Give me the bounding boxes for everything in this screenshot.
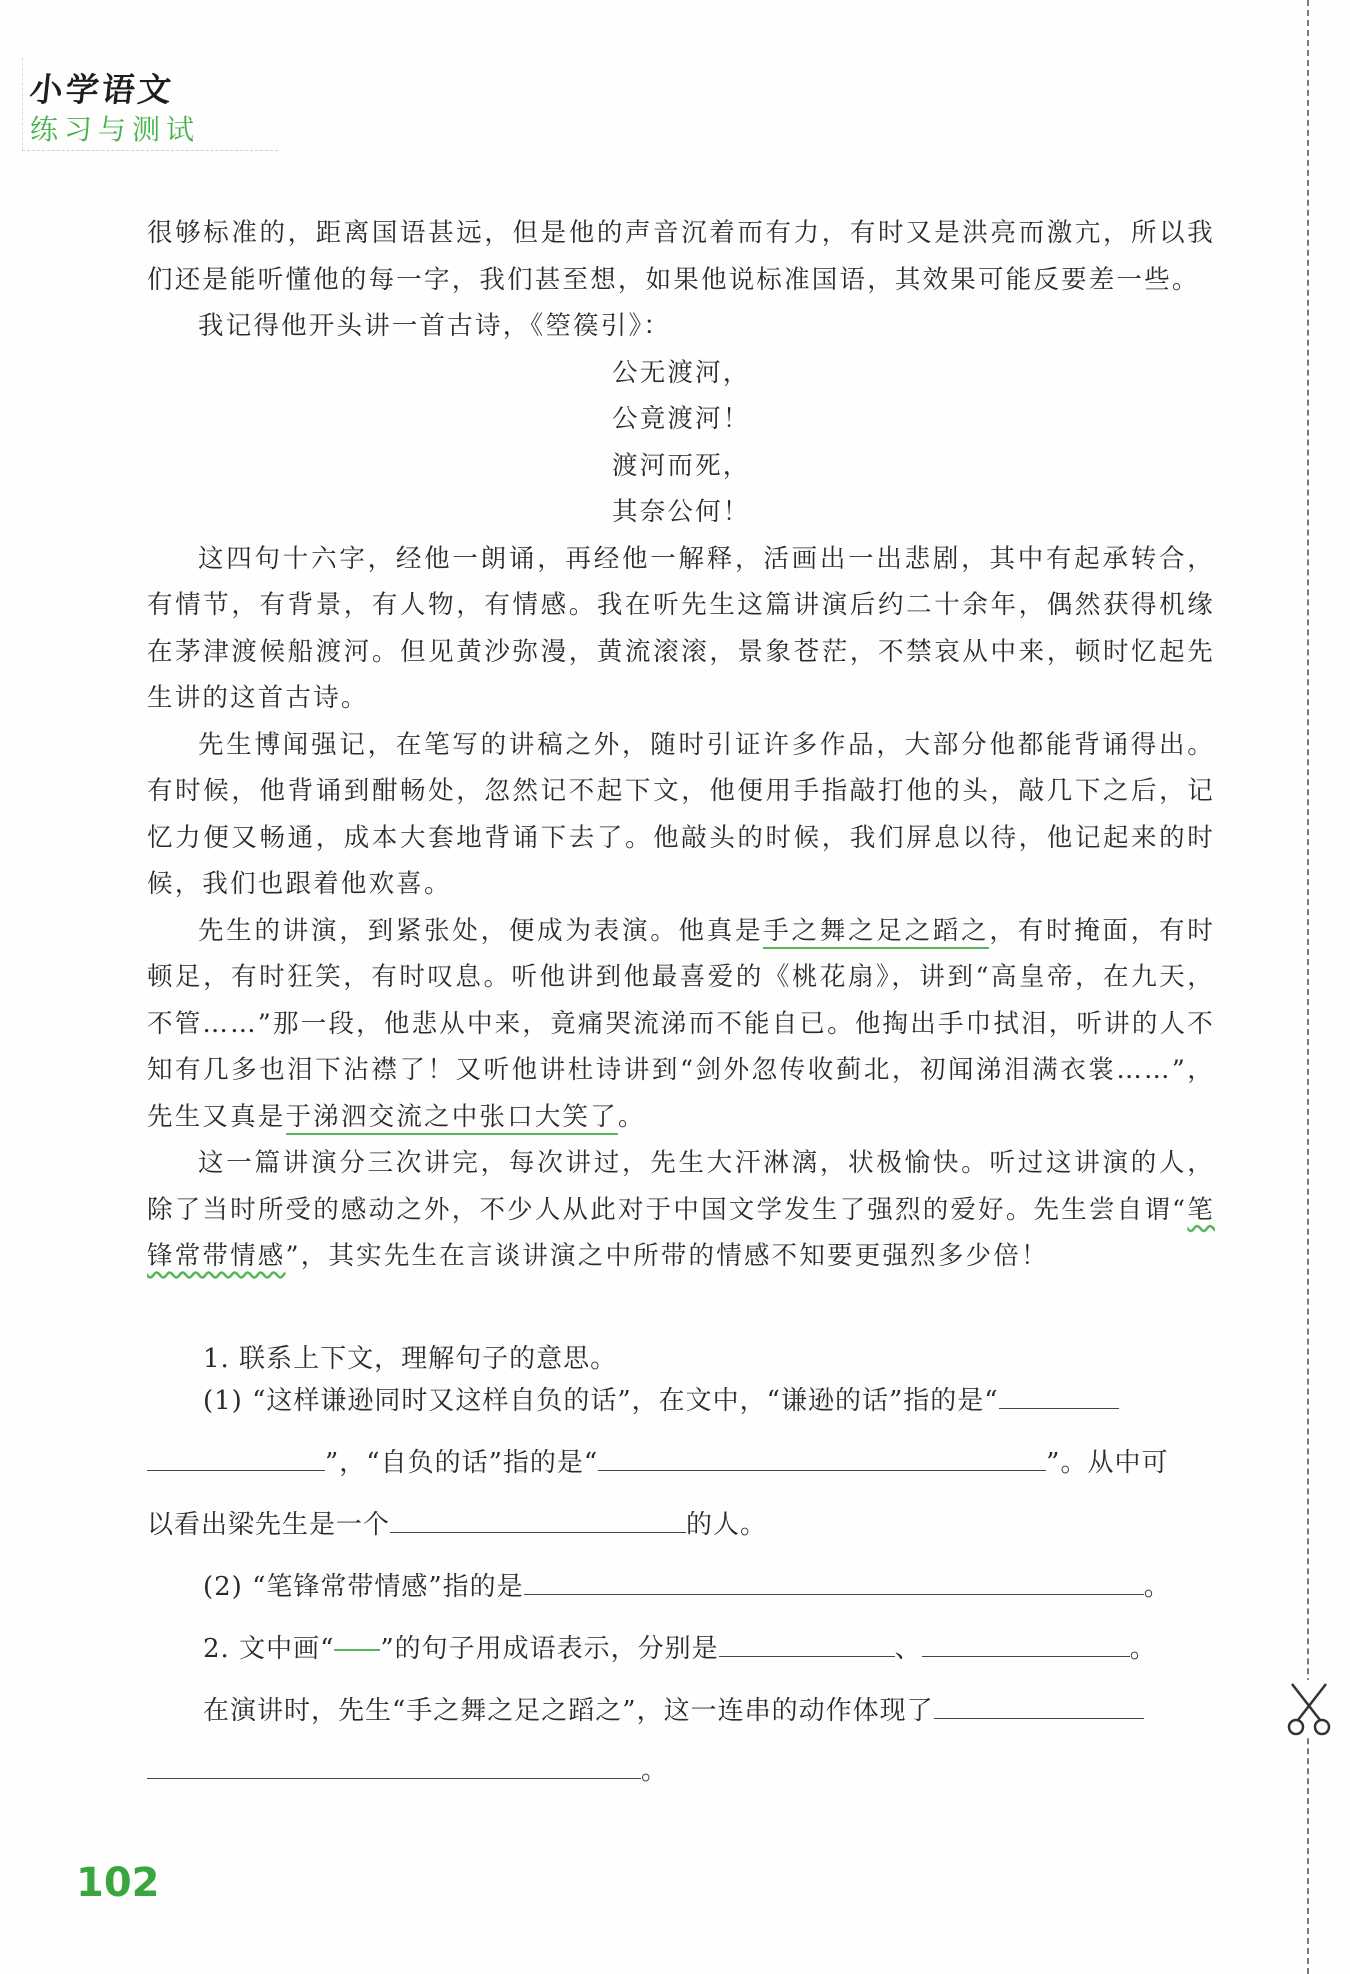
question-1-2: [203, 1566, 1171, 1603]
question-1-title: 1. 联系上下文，理解句子的意思。: [203, 1344, 618, 1374]
text: 以看出梁先生是一个: [147, 1510, 391, 1540]
poem-line: 渡河而死，: [612, 450, 751, 481]
book-subtitle: 练习与测试: [30, 113, 201, 146]
paragraph: 我记得他开头讲一首古诗，《箜篌引》：: [198, 311, 672, 341]
underline-mark: [334, 1649, 380, 1651]
text: 的人。: [686, 1510, 768, 1540]
text: 这一篇讲演分三次讲完，每次讲过，先生大汗淋漓，状极愉快。听过这讲演的人，除了当时所受的感动之外，不少人从此对于中国文学发生了强烈的爱好。先生尝自谓“: [147, 1148, 1215, 1225]
answer-blank[interactable]: [934, 1698, 1144, 1719]
question-2-line3: [147, 1750, 668, 1787]
header-divider: [22, 150, 278, 151]
paragraph: 很够标准的，距离国语甚远，但是他的声音沉着而有力，有时又是洪亮而激亢，所以我们还是能听懂他的每一字，我们甚至想，如果他说标准国语，其效果可能反要差一些。: [147, 218, 1215, 295]
book-header: [22, 58, 280, 156]
text: 在演讲时，先生“手之舞之足之蹈之”，这一连串的动作体现了: [203, 1696, 934, 1726]
text: ”，“自负的话”指的是“: [325, 1448, 599, 1478]
paragraph: 这四句十六字，经他一朗诵，再经他一解释，活画出一出悲剧，其中有起承转合，有情节，有背景，有人物，有情感。我在听先生这篇讲演后约二十余年，偶然获得机缘在茅津渡候船渡河。但见黄沙弥漫，黄流滚滚，景象苍茫，不禁哀从中来，顿时忆起先生讲的这首古诗。: [147, 543, 1215, 713]
wavy-underlined-phrase: 笔锋常带情感: [147, 1194, 1216, 1271]
poem-line: 公竟渡河！: [612, 404, 751, 434]
cut-line: [1307, 0, 1309, 1974]
underlined-sentence: 于涕泗交流之中张口大笑了: [286, 1102, 618, 1135]
text: 先生的讲演，到紧张处，便成为表演。他真是: [198, 915, 764, 946]
text: ”的句子用成语表示，分别是: [380, 1634, 719, 1664]
header-border: [22, 58, 23, 150]
answer-blank[interactable]: [147, 1758, 641, 1779]
page-number: 102: [76, 1860, 160, 1906]
answer-blank[interactable]: [390, 1512, 686, 1533]
poem-line: 其奈公何！: [612, 497, 751, 527]
question-2-line2: [203, 1690, 1144, 1727]
answer-blank[interactable]: [719, 1636, 895, 1657]
text: 。: [617, 1101, 646, 1132]
scissors-icon: [1286, 1680, 1332, 1738]
article-body: [147, 210, 1215, 1280]
answer-blank[interactable]: [922, 1636, 1130, 1657]
text: 2. 文中画“: [203, 1634, 335, 1664]
question-1-1-line1: [203, 1380, 1119, 1417]
text: 。: [1143, 1572, 1171, 1602]
text: 、: [894, 1634, 922, 1664]
text: 。: [641, 1756, 669, 1786]
text: ”。从中可: [1046, 1448, 1169, 1478]
question-1-1-line2: [147, 1442, 1168, 1479]
answer-blank[interactable]: [147, 1450, 325, 1471]
answer-blank[interactable]: [598, 1450, 1046, 1471]
poem: [147, 350, 1215, 536]
underlined-sentence: 手之舞之足之蹈之: [763, 916, 989, 949]
answer-blank[interactable]: [524, 1574, 1144, 1595]
text: ”，其实先生在言谈讲演之中所带的情感不知要更强烈多少倍！: [285, 1241, 1049, 1271]
book-title: 小学语文: [27, 70, 176, 109]
text: (1) “这样谦逊同时又这样自负的话”，在文中，“谦逊的话”指的是“: [203, 1386, 999, 1416]
question-1-1-line3: [147, 1504, 767, 1541]
poem-line: 公无渡河，: [612, 357, 751, 388]
paragraph: [147, 908, 1215, 1141]
text: (2) “笔锋常带情感”指的是: [203, 1572, 524, 1602]
question-2-line1: [203, 1628, 1157, 1665]
text: 。: [1129, 1634, 1157, 1664]
paragraph: [147, 1140, 1215, 1280]
answer-blank[interactable]: [999, 1388, 1119, 1409]
text: ，有时掩面，有时顿足，有时狂笑，有时叹息。听他讲到他最喜爱的《桃花扇》，讲到“高皇帝，在九天，不管……”那一段，他悲从中来，竟痛哭流涕而不能自已。他掏出手巾拭泪，听讲的人不知有几多也泪下沾襟了！又听他讲杜诗讲到“剑外忽传收蓟北，初闻涕泪满衣裳……”，先生又真是: [147, 915, 1215, 1132]
paragraph: 先生博闻强记，在笔写的讲稿之外，随时引证许多作品，大部分他都能背诵得出。有时候，他背诵到酣畅处，忽然记不起下文，他便用手指敲打他的头，敲几下之后，记忆力便又畅通，成本大套地背诵下去了。他敲头的时候，我们屏息以待，他记起来的时候，我们也跟着他欢喜。: [147, 729, 1215, 899]
